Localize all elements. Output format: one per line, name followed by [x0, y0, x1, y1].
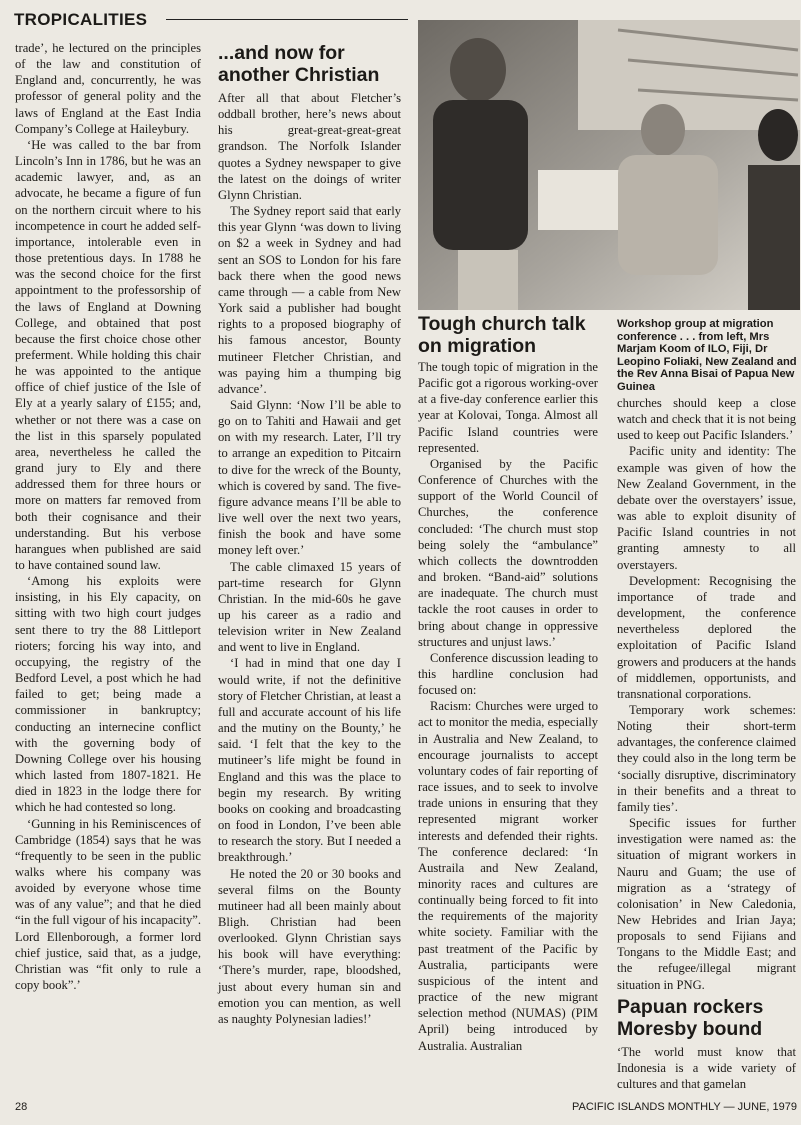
- paragraph: Specific issues for further investigation were named as: the situation of migrant workers in Nauru and Guam; the use of migration as a ‘strategy of colonisation’ in New Caledonia, New Hebrides and Irian Jaya; proposals to send Fijians and Tongans to the Middle East; and the refugee/illegal migrant situation in PNG.: [617, 816, 796, 992]
- paragraph: Pacific unity and identity: The example was given of how the New Zealand Government, in the debate over the overstayers’ issue, was able to exploit disunity of Pacific Island countries in not granting amnesty to all overstayers.: [617, 444, 796, 572]
- page-number: 28: [15, 1101, 28, 1113]
- article-body-another-christian: [218, 90, 401, 1027]
- paragraph: The tough topic of migration in the Pacific got a rigorous working-over at a five-day conference earlier this year at Kolovai, Tonga. Almost all Pacific Island countries were represented.: [418, 360, 598, 455]
- article-body-papuan-rockers: [617, 1044, 796, 1092]
- paragraph: Organised by the Pacific Conference of Churches with the support of the World Council of Churches, the conference concluded: ‘The church must stop being solely the “ambulance” which collects the downtrodden and broken. “Band-aid” solutions are inadequate. The church must tackle the root causes in order to bring about change in oppressive structures and unjust laws.’: [418, 456, 598, 649]
- paragraph: Temporary work schemes: Noting their short-term advantages, the conference claimed they could also in the long term be ‘socially disruptive, discriminatory in their benefits and a threat to family ties’.: [617, 702, 797, 814]
- paragraph: ‘Among his exploits were insisting, in his Ely capacity, on sitting with two high court judges sent there to try the 88 Littleport rioters; forcing his way into, and occupying, the registry of the Bedford Level, a post which he had failed to get; being made a commissioner in bankruptcy; conducting an internecine conflict with the governing body of Downing College over his housing which lasted from 1807-1821. He died in 1823 in the lodge there for which he had contested so long.: [15, 574, 201, 815]
- paragraph: Said Glynn: ‘Now I’ll be able to go on to Tahiti and Hawaii and get on with my research. Later, I’ll try to arrange an expedition to Pitcairn to dive for the wreck of the Bounty, which is covered by sand. The five-figure advance means I’ll be able to live well over the next two years, finish the book and have some money left over.’: [218, 397, 401, 558]
- paragraph: ‘Gunning in his Reminiscences of Cambridge (1854) says that he was “frequently to be seen in the public walks where his company was avoided by everyone whose time was of any value”; and that he died “in the full vigour of his incapacity”. Lord Ellenborough, a former lord chief justice, said that, as a judge, Christian was “fit only to rule a copy book”.’: [15, 816, 201, 993]
- paragraph: Racism: Churches were urged to act to monitor the media, especially in Australia and New Zealand, to encourage journalists to accept voluntary codes of fair reporting of race issues, and to seek to involve trade unions in ensuring that they represented migrant worker interests and defended their rights. The conference declared: ‘In Austraila and New Zealand, minority races and cultures are continually being forced to fit into the requirements of the majority white society. Familiar with the past treatment of the Pacific by Australia, participants were suspicious of the intent and practice of the new migrant selection method (NUMAS) (PIM April) being introduced by Australia. Australian: [418, 699, 598, 1053]
- article-headline-papuan-rockers: Papuan rockers Moresby bound: [617, 996, 764, 1040]
- article-headline-another-christian: ...and now for another Christian: [218, 42, 380, 86]
- paragraph: The cable climaxed 15 years of part-time research for Glynn Christian. In the mid-60s he gave up his career as a radio and television writer in New Zealand and went to live in England.: [218, 559, 401, 655]
- paragraph: trade’, he lectured on the principles of the law and constitution of England and, concurrently, he was professor of general polity and the laws of England at the East India Company’s College at Haileybury.: [15, 41, 201, 136]
- paragraph: ‘The world must know that Indonesia is a wide variety of cultures and that gamelan: [617, 1045, 796, 1092]
- column-1-text: [15, 40, 201, 993]
- running-title: PACIFIC ISLANDS MONTHLY — JUNE, 1979: [572, 1101, 797, 1113]
- article-body-migration: [418, 359, 598, 1054]
- photo-caption: Workshop group at migration conference . . . from left, Mrs Marjam Koom of ILO, Fiji, Dr Leopino Foliaki, New Zealand and the Rev Anna Bisai of Papua New Guinea: [617, 318, 797, 393]
- paragraph: The Sydney report said that early this year Glynn ‘was down to living on $2 a week in Sydney and had sent an SOS to London for his fare back there when the good news came through — a cable from New York said a publisher had bought rights to a proposed biography of his famous ancestor, Bounty mutineer Fletcher Christian, and was paying him a thumping big advance’.: [218, 204, 401, 396]
- paragraph: Conference discussion leading to this hardline conclusion had focused on:: [418, 650, 598, 698]
- paragraph: ‘I had in mind that one day I would write, if not the definitive story of Fletcher Christian, at least a full and accurate account of his life and the mutiny on the Bounty,’ he said. ‘I felt that the key to the mutineer’s life might be found in England and this was the place to begin my research. By writing books on cooking and broadcasting on food in London, I’ve been able to research the story. But I needed a breakthrough.’: [218, 656, 401, 865]
- paragraph: ‘He was called to the bar from Lincoln’s Inn in 1786, but he was an academic lawyer, and, as an advocate, he became a figure of fun on the northern circuit where to his incompetence in court he added self-importance, intolerable even in those pretentious days. In 1788 he was the second choice for the first appointment to the professorship of the laws of England at Downing College, and obtained that post because the first choice chose other preferment. While holding this chair he was appointed to the antique office of chief justice of the Isle of Ely at a yearly salary of £155; and, whether or not there was a case on the list in this sparsely populated area, nevertheless he called the grand jury to Ely and there addressed them for three hours or more on matters far removed from both their cognisance and their understanding. But his verbose harangues when published are said to have contained sound law.: [15, 137, 201, 572]
- workshop-group-photo: [418, 20, 800, 310]
- paragraph: churches should keep a close watch and check that it is not being used to keep out Pacific Islanders.’: [617, 396, 796, 443]
- article-headline-migration: Tough church talk on migration: [418, 313, 586, 357]
- paragraph: After all that about Fletcher’s oddball brother, here’s news about his great-great-great-great grandson. The Norfolk Islander quotes a Sydney newspaper to give the latest on the doings of writer Glynn Christian.: [218, 91, 401, 202]
- column-4-text: [617, 395, 796, 993]
- heading-rule: [166, 19, 408, 20]
- section-heading: TROPICALITIES: [14, 10, 148, 29]
- paragraph: He noted the 20 or 30 books and several films on the Bounty mutineer had all been mainly about Bligh. Christian had been overlooked. Glynn Christian says his book will have everything: ‘There’s murder, rape, bloodshed, just about every human sin and emotion you can mention, as well as naughty Polynesian ladies!’: [218, 866, 401, 1026]
- paragraph: Development: Recognising the importance of trade and development, the conference nevertheless deplored the exploitation of Pacific Island growers and producers at the hands of middlemen, opportunists, and transnational corporations.: [617, 573, 796, 701]
